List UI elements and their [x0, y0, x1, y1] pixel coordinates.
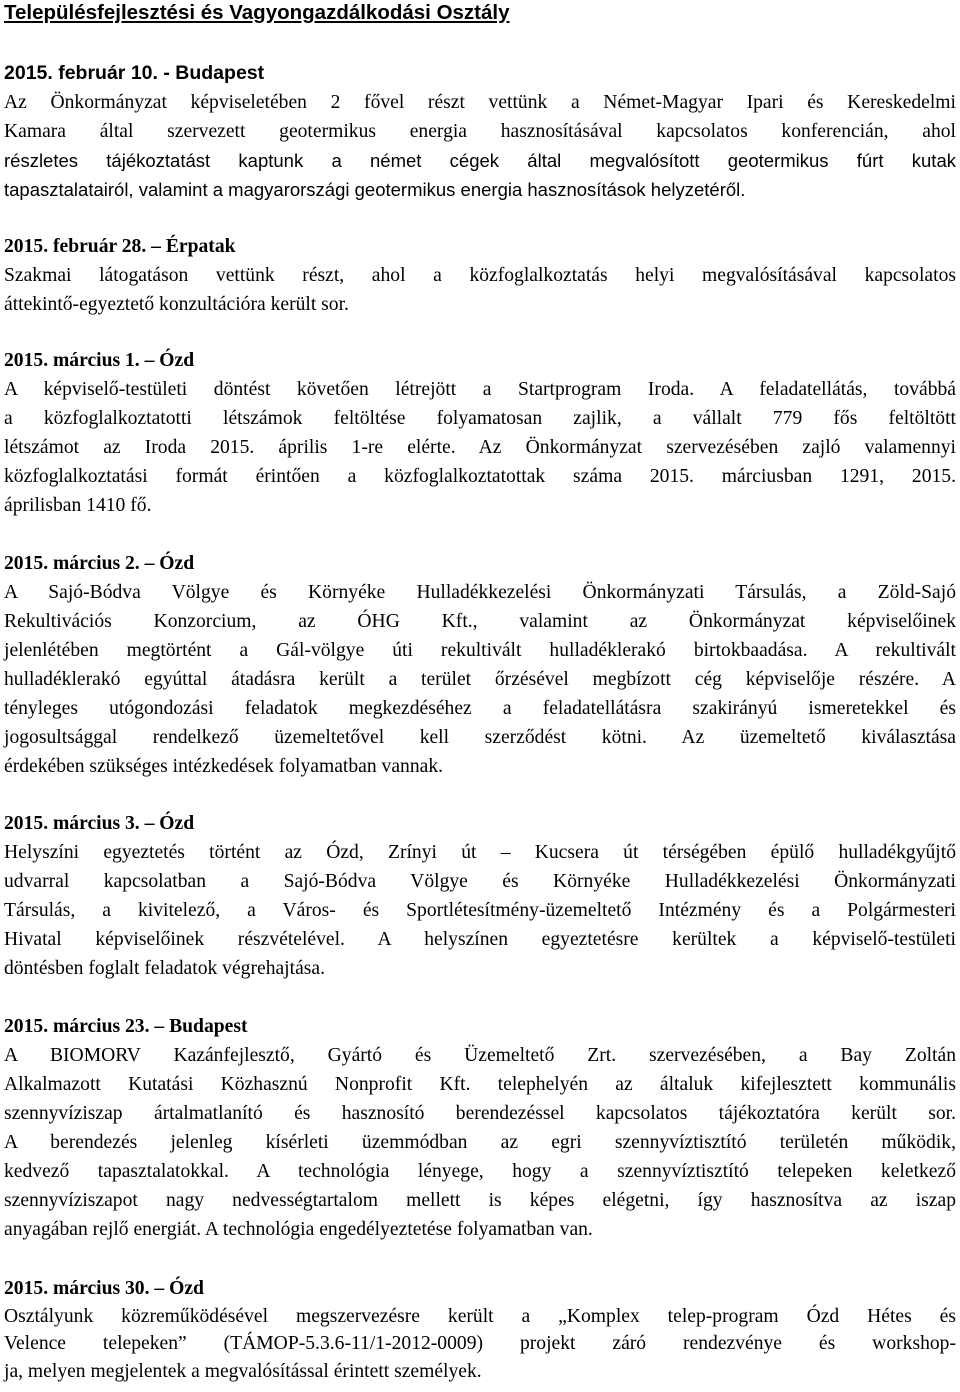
entry-title: [4, 1012, 956, 1041]
entry-2015-03-30: [4, 1275, 956, 1385]
entry-place: Budapest: [169, 1016, 248, 1037]
entry-title: [4, 1275, 956, 1303]
entry-line: döntésben foglalt feladatok végrehajtása.: [4, 958, 325, 979]
entry-date: 2015. február 10.: [4, 62, 158, 84]
entry-line: Társulás, a kivitelező, a Város- és Sportlétesítmény-üzemeltető Intézmény és a Polgármesteri: [4, 900, 956, 921]
entry-line: ja, melyen megjelentek a megvalósítással érintett személyek.: [4, 1360, 482, 1382]
entry-2015-02-10: [4, 59, 956, 204]
entry-line: érdekében szükséges intézkedések folyamatban vannak.: [4, 756, 444, 777]
entry-line: Helyszíni egyeztetés történt az Ózd, Zrínyi út – Kucsera út térségében épülő hulladékgyűjtő: [4, 842, 956, 863]
entry-line: Az Önkormányzat képviseletében 2 fővel részt vettünk a Német-Magyar Ipari és Kereskedelmi: [4, 92, 956, 113]
entry-date: 2015. február 28.: [4, 236, 147, 257]
entry-line: A Sajó-Bódva Völgye és Környéke Hulladékkezelési Önkormányzati Társulás, a Zöld-Sajó: [4, 582, 956, 603]
entry-place: Érpatak: [165, 236, 236, 257]
entry-date: 2015. március 3.: [4, 813, 140, 834]
entry-title: [4, 549, 956, 578]
entry-place: Budapest: [175, 62, 265, 84]
page-title: Településfejlesztési és Vagyongazdálkodási Osztály: [4, 1, 510, 24]
entry-title: [4, 59, 956, 88]
entry-2015-03-23: [4, 1012, 956, 1244]
entry-2015-03-03: [4, 809, 956, 983]
entry-separator: –: [139, 553, 160, 574]
entry-line: anyagában rejlő energiát. A technológia engedélyeztetése folyamatban van.: [4, 1219, 593, 1240]
entry-line: szennyvíziszapot nagy nedvességtartalom mellett is képes elégetni, így hasznosítva az iszap: [4, 1190, 956, 1211]
entry-place: Ózd: [169, 1278, 204, 1299]
entry-line: kedvező tapasztalatokkal. A technológia lényege, hogy a szennyvíztisztító telepeken keletkező: [4, 1161, 956, 1182]
entry-line: jogosultsággal rendelkező üzemeltetővel kell szerződést kötni. Az üzemeltető kiválasztása: [4, 727, 956, 748]
entry-separator: -: [157, 62, 176, 84]
entry-2015-02-28: [4, 232, 956, 319]
entry-line: szennyvíziszap ártalmatlanító és hasznosító berendezéssel kapcsolatos tájékoztatóra került sor.: [4, 1103, 956, 1124]
entry-2015-03-02: [4, 549, 956, 781]
entry-title: [4, 346, 956, 375]
entry-line: a közfoglalkoztatotti létszámok feltöltése folyamatosan zajlik, a vállalt 779 fős feltöltött: [4, 408, 956, 429]
entry-line: Hivatal képviselőinek részvételével. A helyszínen egyeztetésre kerültek a képviselő-testületi: [4, 929, 956, 950]
entry-separator: –: [149, 1016, 170, 1037]
entry-line: Alkalmazott Kutatási Közhasznú Nonprofit Kft. telephelyén az általuk kifejlesztett kommunális: [4, 1074, 956, 1095]
entry-line: Rekultivációs Konzorcium, az ÓHG Kft., valamint az Önkormányzat képviselőinek: [4, 611, 956, 632]
entry-line: jelenlétében megtörtént a Gál-völgye úti rekultivált hulladéklerakó birtokbaadása. A rekultivált: [4, 640, 956, 661]
entry-line: tényleges utógondozási feladatok megkezdéséhez a feladatellátásra szakirányú ismeretekkel és: [4, 698, 956, 719]
entry-title: [4, 232, 956, 261]
entry-line: tapasztalatairól, valamint a magyarországi geotermikus energia hasznosítások helyzetéről.: [4, 179, 746, 200]
entry-date: 2015. március 23.: [4, 1016, 150, 1037]
entry-date: 2015. március 1.: [4, 350, 140, 371]
entry-line: A BIOMORV Kazánfejlesztő, Gyártó és Üzemeltető Zrt. szervezésében, a Bay Zoltán: [4, 1045, 956, 1066]
entry-body: [4, 375, 956, 520]
entry-line: áprilisban 1410 fő.: [4, 495, 152, 516]
entry-line: áttekintő-egyeztető konzultációra került sor.: [4, 294, 349, 315]
entry-separator: –: [149, 1278, 170, 1299]
entry-line: hulladéklerakó egyúttal átadásra került a terület őrzésével megbízott cég képviselője részére. A: [4, 669, 956, 690]
entry-line: A képviselő-testületi döntést követően létrejött a Startprogram Iroda. A feladatellátás, továbbá: [4, 379, 956, 400]
entry-title: [4, 809, 956, 838]
entry-2015-03-01: [4, 346, 956, 520]
entry-line: A berendezés jelenleg kísérleti üzemmódban az egri szennyvíztisztító területén működik,: [4, 1132, 956, 1153]
entry-place: Ózd: [159, 553, 195, 574]
entry-separator: –: [139, 350, 160, 371]
entry-line: részletes tájékoztatást kaptunk a német cégek által megvalósított geotermikus fúrt kutak: [4, 150, 956, 171]
entry-date: 2015. március 30.: [4, 1278, 150, 1299]
entry-place: Ózd: [159, 813, 195, 834]
entry-body: [4, 578, 956, 781]
entry-date: 2015. március 2.: [4, 553, 140, 574]
entry-line: létszámot az Iroda 2015. április 1-re elérte. Az Önkormányzat szervezésében zajló valamennyi: [4, 437, 956, 458]
entry-line: Osztályunk közreműködésével megszervezésre került a „Komplex telep-program Ózd Hétes és: [4, 1305, 956, 1327]
entry-body: [4, 261, 956, 319]
entry-separator: –: [146, 236, 166, 257]
entry-line: Szakmai látogatáson vettünk részt, ahol a közfoglalkoztatás helyi megvalósításával kapcsolatos: [4, 265, 956, 286]
entry-line: udvarral kapcsolatban a Sajó-Bódva Völgye és Környéke Hulladékkezelési Önkormányzati: [4, 871, 956, 892]
entry-line: Kamara által szervezett geotermikus energia hasznosításával kapcsolatos konferencián, ahol: [4, 121, 956, 142]
entry-body: [4, 88, 956, 204]
entry-line: közfoglalkoztatási formát érintően a közfoglalkoztatottak száma 2015. márciusban 1291, 2015.: [4, 466, 956, 487]
entry-separator: –: [139, 813, 160, 834]
entry-place: Ózd: [159, 350, 195, 371]
entry-body: [4, 1303, 956, 1386]
entry-body: [4, 838, 956, 983]
entry-body: [4, 1041, 956, 1244]
entry-line: Velence telepeken” (TÁMOP-5.3.6-11/1-2012-0009) projekt záró rendezvénye és workshop-: [4, 1333, 956, 1354]
